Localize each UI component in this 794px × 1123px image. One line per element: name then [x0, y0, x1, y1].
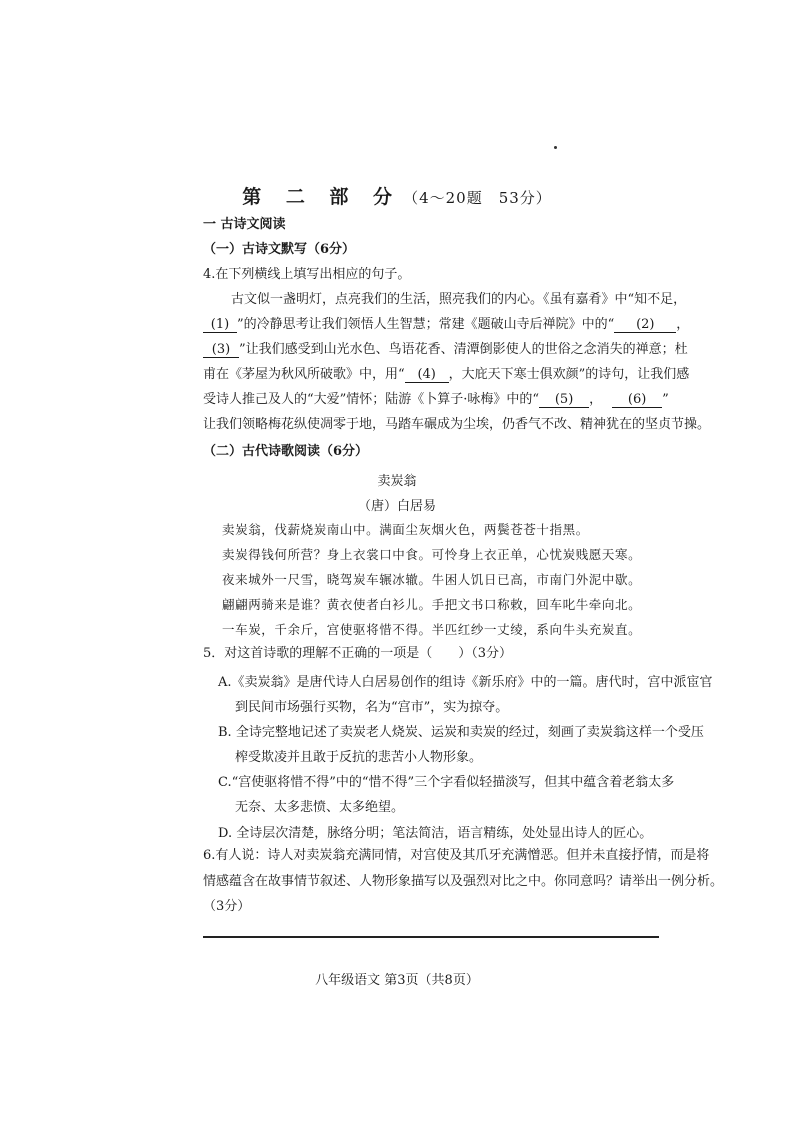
passage-line-2: [203, 317, 689, 333]
page-title: [0, 182, 794, 209]
blank-4[interactable]: (4): [405, 367, 449, 383]
choice-b[interactable]: B. 全诗完整地记述了卖炭老人烧炭、运炭和卖炭的经过，刻画了卖炭翁这样一个受压: [218, 725, 704, 740]
passage-line-1: 古文似一盏明灯，点亮我们的生活，照亮我们的内心。《虽有嘉肴》中“知不足，: [231, 292, 687, 307]
question-6-score: （3分）: [203, 899, 251, 914]
part1-heading: （一）古诗文默写（6分）: [203, 242, 356, 257]
poem-title: 卖炭翁: [377, 474, 417, 489]
question-6-line-1: 6.有人说：诗人对卖炭翁充满同情，对宫使及其爪牙充满憎恶。但并未直接抒情，而是将: [203, 848, 710, 863]
poem-line: 卖炭得钱何所营？身上衣裳口中食。可怜身上衣正单，心忧炭贱愿天寒。: [222, 547, 642, 562]
choice-a-cont: 到民间市场强行买物，名为“宫市”，实为掠夺。: [235, 700, 509, 715]
choice-d[interactable]: D. 全诗层次清楚，脉络分明；笔法简洁，语言精练，处处显出诗人的匠心。: [218, 826, 653, 841]
passage-text: ”让我们感受到山光水色、鸟语花香、清潭倒影使人的世俗之念消失的禅意；杜: [239, 342, 688, 357]
question-5-stem: 5．对这首诗歌的理解不正确的一项是（ ）（3分）: [203, 646, 513, 661]
passage-line-6: 让我们领略梅花纵使凋零于地，马踏车碾成为尘埃，仍香气不改、精神犹在的坚贞节操。: [203, 417, 711, 432]
page-title-sub: （4～20题 53分）: [403, 189, 552, 207]
choice-c-cont: 无奈、太多悲愤、太多绝望。: [235, 800, 405, 815]
section-heading: 一 古诗文阅读: [203, 217, 286, 232]
passage-text: ，大庇天下寒士俱欢颜”的诗句，让我们感: [448, 367, 690, 382]
page-title-main: 第 二 部 分: [242, 186, 402, 208]
footer-divider: [203, 936, 659, 938]
blank-2[interactable]: (2): [614, 317, 676, 333]
part2-heading: （二）古代诗歌阅读（6分）: [203, 444, 369, 459]
poem-line: 一车炭，千余斤，宫使驱将惜不得。半匹红纱一丈绫，系向牛头充炭直。: [222, 622, 642, 637]
blank-3[interactable]: (3): [203, 342, 239, 358]
passage-line-3: [203, 342, 688, 358]
passage-line-5: [203, 392, 669, 408]
poem-line: 卖炭翁，伐薪烧炭南山中。满面尘灰烟火色，两鬓苍苍十指黑。: [222, 522, 589, 537]
passage-text: ”: [662, 392, 669, 407]
choice-b-cont: 榨受欺凌并且敢于反抗的悲苦小人物形象。: [235, 750, 483, 765]
passage-text: ，: [676, 317, 690, 332]
scan-speck: [554, 146, 557, 149]
page-footer: 八年级语文 第3页（共8页）: [315, 973, 479, 988]
blank-5[interactable]: (5): [539, 392, 589, 408]
passage-text: 受诗人推己及人的“大爱”情怀；陆游《卜算子·咏梅》中的“: [203, 392, 540, 407]
passage-text: ，: [589, 392, 603, 407]
question-6-line-2: 情感蕴含在故事情节叙述、人物形象描写以及强烈对比之中。你同意吗？请举出一例分析。: [203, 874, 724, 889]
poem-author: （唐）白居易: [357, 499, 436, 514]
passage-text: ”的冷静思考让我们领悟人生智慧；常建《题破山寺后禅院》中的“: [237, 317, 615, 332]
poem-line: 翩翩两骑来是谁？黄衣使者白衫儿。手把文书口称敕，回车叱牛牵向北。: [222, 597, 642, 612]
blank-6[interactable]: (6): [612, 392, 662, 408]
choice-a[interactable]: A.《卖炭翁》是唐代诗人白居易创作的组诗《新乐府》中的一篇。唐代时，宫中派宦官: [218, 675, 713, 690]
passage-text: 甫在《茅屋为秋风所破歌》中，用“: [203, 367, 405, 382]
passage-line-4: [203, 367, 689, 383]
question-4: 4.在下列横线上填写出相应的句子。: [203, 267, 411, 282]
poem-line: 夜来城外一尺雪，晓驾炭车辗冰辙。牛困人饥日已高，市南门外泥中歇。: [222, 572, 642, 587]
blank-1[interactable]: (1): [203, 317, 237, 333]
choice-c[interactable]: C.“宫使驱将惜不得”中的“惜不得”三个字看似轻描淡写，但其中蕴含着老翁太多: [218, 775, 675, 790]
